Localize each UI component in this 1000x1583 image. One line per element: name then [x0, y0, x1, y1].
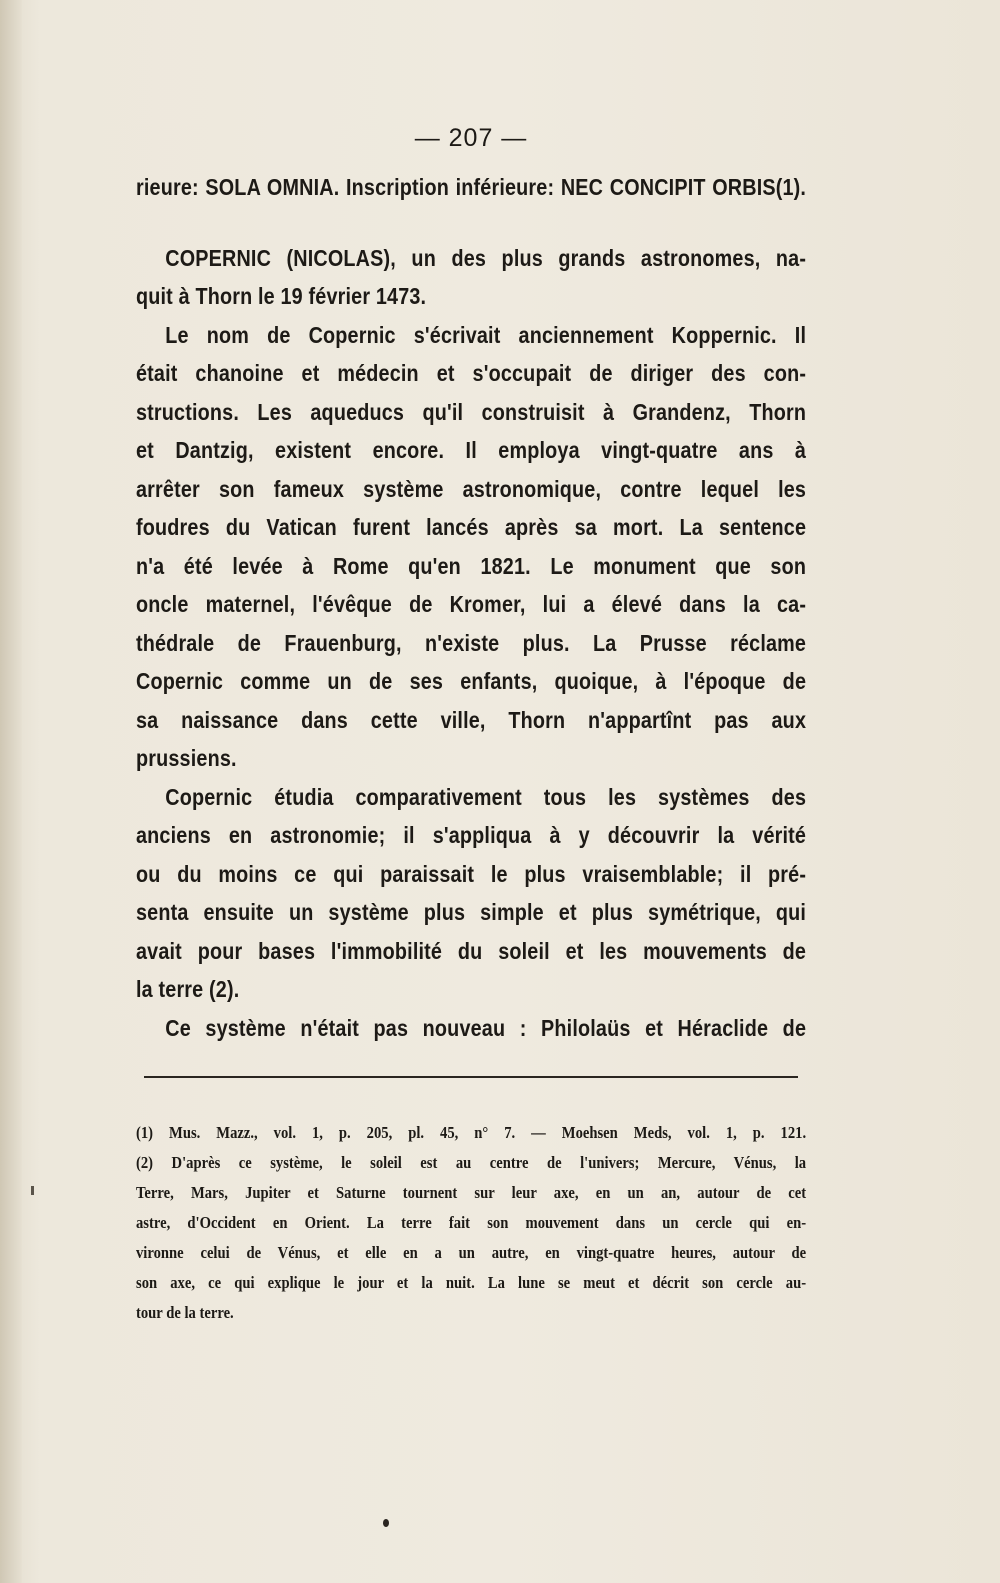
footnote-divider — [144, 1076, 798, 1078]
text-line: n'a été levée à Rome qu'en 1821. Le monument que son — [136, 552, 807, 579]
text-line: thédrale de Frauenburg, n'existe plus. La Prusse réclame — [136, 629, 807, 656]
text-line: COPERNIC (NICOLAS), un des plus grands astronomes, na- — [165, 244, 807, 271]
text-line: anciens en astronomie; il s'appliqua à y découvrir la vérité — [136, 822, 807, 848]
footnote-line: vironne celui de Vénus, et elle en a un autre, en vingt-quatre heures, autour de — [136, 1243, 807, 1262]
text-line: sa naissance dans cette ville, Thorn n'appartînt pas aux — [136, 706, 807, 733]
text-line: Copernic étudia comparativement tous les systèmes des — [165, 783, 807, 810]
footnote-line: astre, d'Occident en Orient. La terre fait son mouvement dans un cercle qui en- — [136, 1213, 807, 1232]
ink-dot — [383, 1519, 389, 1527]
text-line: structions. Les aqueducs qu'il construisit à Grandenz, Thorn — [136, 398, 807, 425]
footnote-line: son axe, ce qui explique le jour et la nuit. La lune se meut et décrit son cercle au- — [136, 1273, 807, 1292]
footnote-line: tour de la terre. — [136, 1303, 234, 1322]
text-line: prussiens. — [136, 745, 237, 771]
text-line: Ce système n'était pas nouveau : Philolaüs et Héraclide de — [165, 1014, 807, 1041]
text-line: Copernic comme un de ses enfants, quoique, à l'époque de — [136, 668, 807, 694]
text-line: arrêter son fameux système astronomique, contre lequel les — [136, 475, 807, 502]
footnote-line: (1) Mus. Mazz., vol. 1, p. 205, pl. 45, n° 7. — Moehsen Meds, vol. 1, p. 121. — [136, 1123, 807, 1142]
page-binding-edge — [0, 0, 22, 1583]
footnotes — [136, 1118, 806, 1328]
text-line: la terre (2). — [136, 976, 240, 1002]
text-line: rieure: SOLA OMNIA. Inscription inférieure: NEC CONCIPIT ORBIS(1). — [136, 174, 807, 200]
text-line: avait pour bases l'immobilité du soleil et les mouvements de — [136, 937, 807, 964]
text-line: ou du moins ce qui paraissait le plus vraisemblable; il pré- — [136, 860, 807, 887]
text-line: senta ensuite un système plus simple et plus symétrique, qui — [136, 899, 807, 925]
text-line: quit à Thorn le 19 février 1473. — [136, 283, 427, 309]
page-number: — 207 — — [414, 124, 528, 152]
margin-mark — [31, 1186, 34, 1195]
text-line: Le nom de Copernic s'écrivait anciennement Koppernic. Il — [165, 321, 807, 348]
footnote-line: Terre, Mars, Jupiter et Saturne tournent sur leur axe, en un an, autour de cet — [136, 1183, 807, 1202]
footnote-line: (2) D'après ce système, le soleil est au centre de l'univers; Mercure, Vénus, la — [136, 1153, 807, 1172]
text-line: était chanoine et médecin et s'occupait de diriger des con- — [136, 360, 807, 386]
text-line: oncle maternel, l'évêque de Kromer, lui a élevé dans la ca- — [136, 591, 807, 617]
main-text — [136, 118, 806, 1047]
text-line: et Dantzig, existent encore. Il employa vingt-quatre ans à — [136, 437, 807, 463]
text-line: foudres du Vatican furent lancés après sa mort. La sentence — [136, 514, 807, 540]
